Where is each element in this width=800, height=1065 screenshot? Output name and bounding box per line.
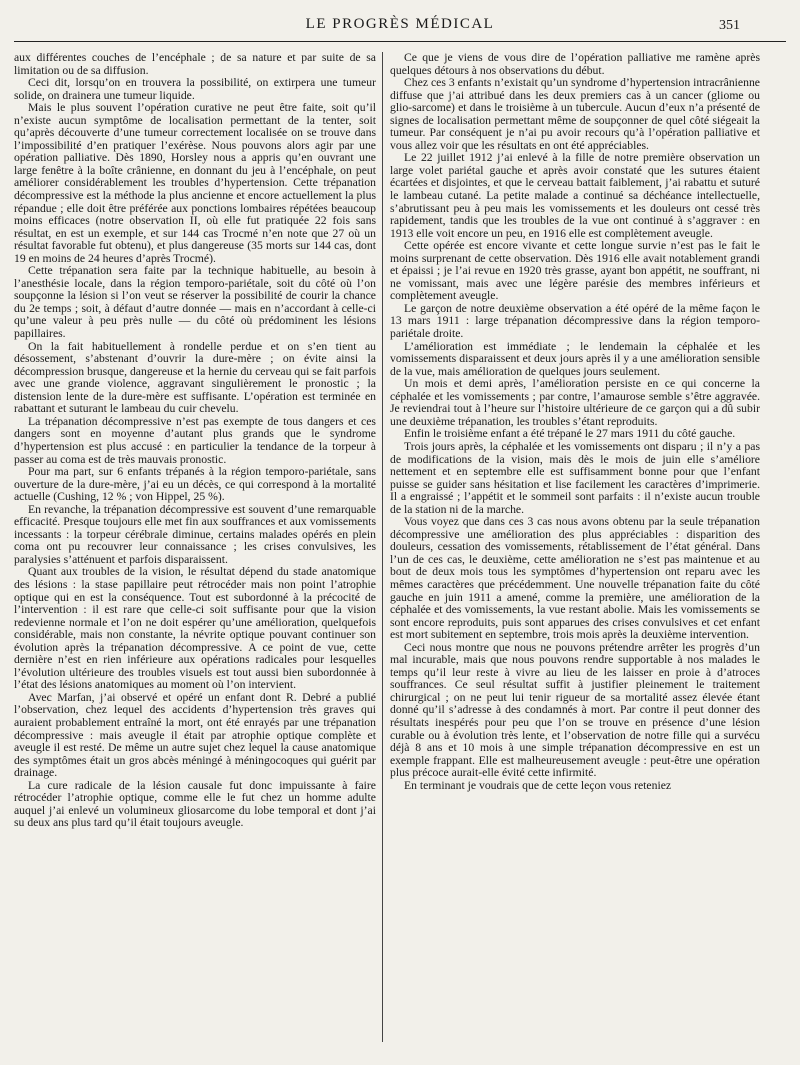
paragraph: Chez ces 3 enfants n’existait qu’un syndrome d’hypertension intracrânienne diffuse que j’ai attribué dans les deux premiers cas à un cancer (gliome ou glio-sarcome) et dans le troisième à un tubercule. Aucun d’eux n’a présenté de signes de localisation permettant même de soupçonner de quel côté siégeait la tumeur. Par conséquent je n’ai pu avoir recours qu’à l’opération palliative et vous allez voir que les résultats en ont été appréciables. — [390, 76, 760, 152]
paragraph: Un mois et demi après, l’amélioration persiste en ce qui concerne la céphalée et les vomissements ; par contre, l’amaurose semble s’être aggravée. Je reviendrai tout à l’heure sur l’histoire ultérieure de ce garçon qui a dû subir une deuxième trépanation, les troubles s’étant reproduits. — [390, 377, 760, 428]
paragraph: aux différentes couches de l’encéphale ; de sa nature et par suite de sa limitation ou de sa diffusion. — [14, 52, 376, 77]
paragraph: Le 22 juillet 1912 j’ai enlevé à la fille de notre première observation un large volet pariétal gauche et après avoir constaté que les sutures étaient écartées et disjointes, et que le cerveau battait faiblement, j’ai rabattu et suturé le lambeau cutané. La petite malade a continué sa déchéance intellectuelle, s’abrutissant peu à peu mais les vomissements et les douleurs ont cessé très rapidement, tandis que les troubles de la vue ont continué à s’aggraver : en 1913 elle voit encore un peu, en 1916 elle est complètement aveugle. — [390, 151, 760, 240]
right-column — [390, 52, 760, 1052]
paragraph: Ceci nous montre que nous ne pouvons prétendre arrêter les progrès d’un mal incurable, mais que nous pouvons rendre supportable à nos malades le temps qu’il leur reste à vivre au lieu de les laisser en proie à d’atroces souffrances. Ce seul résultat suffit à justifier pleinement le traitement chirurgical ; on ne peut lui tenir rigueur de sa mortalité assez élevée étant donné qu’il s’adresse à des condamnés à mort. Par contre il peut donner des résultats inespérés pour peu que l’on se trouve en présence d’une lésion curable ou à évolution très lente, et l’observation de notre fille qui a survécu déjà 8 ans et 10 mois à une simple trépanation décompressive en est un exemple frappant. Elle est malheureusement aveugle : peut-être une opération plus précoce aurait-elle évité cette infirmité. — [390, 640, 760, 780]
paragraph: La cure radicale de la lésion causale fut donc impuissante à faire rétrocéder l’atrophie optique, comme elle le fut chez un homme adulte auquel j’ai enlevé un volumineux gliosarcome du lobe temporal et dont j’ai su deux ans plus tard qu’il était toujours aveugle. — [14, 778, 376, 830]
paragraph: Ce que je viens de vous dire de l’opération palliative me ramène après quelques détours à nos observations du début. — [390, 52, 760, 77]
paragraph: Pour ma part, sur 6 enfants trépanés à la région temporo-pariétale, sans ouverture de la dure-mère, j’ai eu un décès, ce qui correspond à la mortalité actuelle (Cushing, 12 % ; von Hippel, 25 %). — [14, 465, 376, 504]
paragraph: Cette trépanation sera faite par la technique habituelle, au besoin à l’anesthésie locale, dans la région temporo-pariétale, soit du côté où l’on soupçonne la lésion si l’on veut se réserver la possibilité de courir la chance du 2e temps ; soit, à défaut d’autre donnée — mais en n’accordant à celle-ci qu’une valeur à peu près nulle — du côté où prédominent les lésions papillaires. — [14, 264, 376, 341]
paragraph: Le garçon de notre deuxième observation a été opéré de la même façon le 13 mars 1911 : large trépanation décompressive dans la région temporo-pariétale droite. — [390, 301, 760, 341]
paragraph: En revanche, la trépanation décompressive est souvent d’une remarquable efficacité. Presque toujours elle met fin aux souffrances et aux vomissements incessants : la torpeur cérébrale diminue, certains malades opérés en plein coma ont pu recouvrer leur connaissance ; les crises convulsives, les paralysies s’atténuent et parfois disparaissent. — [14, 502, 376, 566]
paragraph: Cette opérée est encore vivante et cette longue survie n’est pas le fait le moins surprenant de cette observation. Dès 1916 elle avait notablement grandi et épaissi ; je l’ai revue en 1920 très grasse, ayant bon appétit, ne souffrant, ni ne vomissant, mais avec une légère parésie des membres inférieurs et complètement aveugle. — [390, 239, 760, 303]
paragraph: On la fait habituellement à rondelle perdue et on s’en tient au désossement, s’abstenant d’ouvrir la dure-mère ; on évite ainsi la décompression brusque, dangereuse et la hernie du cerveau qui se fait parfois avec une grande violence, aggravant singulièrement le pronostic ; la distension lente de la dure-mère est suffisante. L’opération est terminée en rabattant et suturant le lambeau du cuir chevelu. — [14, 339, 376, 416]
paragraph: Enfin le troisième enfant a été trépané le 27 mars 1911 du côté gauche. — [404, 427, 736, 441]
column-divider — [382, 52, 383, 1042]
paragraph: Quant aux troubles de la vision, le résultat dépend du stade anatomique des lésions : la stase papillaire peut rétrocéder mais non point l’atrophie optique qui en est la conséquence. Tout est subordonné à la précocité de l’intervention : il est rare que celle-ci soit suffisante pour que la vision redevienne normale et l’on ne doit espérer qu’une amélioration, quelquefois considérable, mais non constante, la névrite optique pouvant continuer son évolution après la trépanation décompressive. A ce point de vue, cette dernière n’est en rien inférieure aux opérations radicales pour lesquelles l’évolution ultérieure des troubles visuels est tout aussi bien subordonnée à l’état des lésions anatomiques au moment où l’on intervient. — [14, 565, 376, 692]
page-number: 351 — [719, 18, 740, 33]
paragraph: La trépanation décompressive n’est pas exempte de tous dangers et ces dangers sont en moyenne d’autant plus grands que le syndrome d’hypertension est plus accusé : en particulier la tendance de la torpeur à passer au coma est de très mauvais pronostic. — [14, 414, 376, 466]
paragraph: Ceci dit, lorsqu’on en trouvera la possibilité, on extirpera une tumeur solide, on drainera une tumeur liquide. — [14, 76, 376, 102]
header-rule — [14, 41, 786, 42]
paragraph: Trois jours après, la céphalée et les vomissements ont disparu ; il n’y a pas de modifications de la vision, mais dès le mois de juin elle s’améliore nettement et en septembre elle est suffisamment bonne pour que l’enfant puisse se guider sans hésitation et lise facilement les caractères d’imprimerie. Il a engraissé ; l’appétit et le sommeil sont parfaits : il n’existe aucun trouble de la station ni de la marche. — [390, 439, 760, 516]
paragraph: En terminant je voudrais que de cette leçon vous reteniez — [404, 778, 672, 792]
page-header — [0, 16, 800, 38]
paragraph: Mais le plus souvent l’opération curative ne peut être faite, soit qu’il n’existe aucun symptôme de localisation permettant de la tenter, soit qu’après découverte d’une tumeur correctement localisée on se trouve dans l’impossibilité d’en pratiquer l’exérèse. Nous pouvons alors agir par une opération palliative. Dès 1890, Horsley nous a appris qu’en ouvrant une large fenêtre à la boîte crânienne, en donnant du jeu à l’encéphale, on peut améliorer considérablement les troubles d’hypertension. Cette trépanation décompressive est la méthode la plus ancienne et encore actuellement la plus répandue ; elle doit être préférée aux ponctions lombaires répétées beaucoup moins efficaces (notre observation II, où elle fut pratiquée 22 fois sans résultat, en est un exemple, et sur 144 cas Trocmé n’en note que 27 où un résultat favorable fut obtenu), et plus dangereuse (35 morts sur 144 cas, dont 19 en moins de 24 heures d’après Trocmé). — [14, 101, 376, 265]
paragraph: Avec Marfan, j’ai observé et opéré un enfant dont R. Debré a publié l’observation, chez lequel des accidents d’hypertension très graves qui auraient probablement entraîné la mort, ont été enrayés par une trépanation décompressive : mais aveugle il était par atrophie optique complète et aveugle il est resté. De même un autre sujet chez lequel la cause anatomique des symptômes était un gros abcès méningé à méningocoques qui guérit par drainage. — [14, 690, 376, 780]
running-title: LE PROGRÈS MÉDICAL — [305, 16, 495, 32]
left-column — [14, 52, 376, 1052]
paragraph: Vous voyez que dans ces 3 cas nous avons obtenu par la seule trépanation décompressive une amélioration des plus appréciables : disparition des douleurs, cessation des vomissements, rétablissement de l’état général. Dans l’un de ces cas, le deuxième, cette amélioration ne s’est pas maintenue et au bout de deux mois tous les symptômes d’hypertension ont reparu avec les mêmes caractères que précédemment. Une nouvelle trépanation faite du côté gauche en juin 1911 a amené, comme la première, une amélioration de la céphalée et des vomissements, la vue restant abolie. Mais les vomissements se sont encore reproduits, puis sont apparues des crises convulsives et cet enfant est mort subitement en septembre, trois mois après la deuxième intervention. — [390, 515, 760, 642]
paragraph: L’amélioration est immédiate ; le lendemain la céphalée et les vomissements disparaissent et deux jours après il y a une amélioration sensible de la vue, mais amélioration de quelques jours seulement. — [390, 339, 760, 378]
